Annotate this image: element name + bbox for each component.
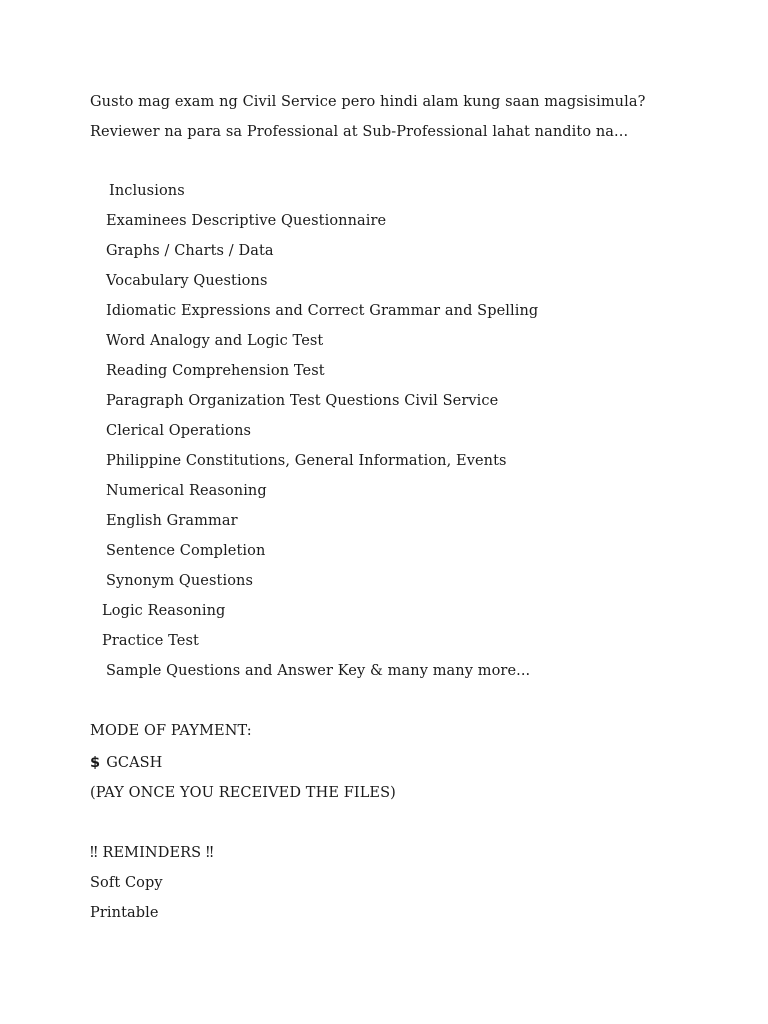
reminder-item: Soft Copy — [90, 875, 163, 891]
inclusion-item: Sentence Completion — [106, 543, 266, 559]
inclusion-item: Philippine Constitutions, General Information, Events — [106, 453, 507, 469]
inclusion-item: Word Analogy and Logic Test — [106, 333, 324, 349]
inclusion-item: English Grammar — [106, 513, 238, 529]
payment-method-label: GCASH — [106, 755, 163, 771]
inclusion-item: Synonym Questions — [106, 573, 254, 589]
inclusions-heading: Inclusions — [109, 183, 185, 199]
inclusion-item: Numerical Reasoning — [106, 483, 267, 499]
inclusion-item: Examinees Descriptive Questionnaire — [106, 213, 387, 229]
inclusion-item: Logic Reasoning — [102, 603, 226, 619]
inclusion-item: Vocabulary Questions — [106, 273, 268, 289]
payment-heading: MODE OF PAYMENT: — [90, 723, 252, 739]
dollar-icon: $ — [90, 755, 101, 771]
inclusion-item: Practice Test — [102, 633, 199, 649]
inclusion-item: Graphs / Charts / Data — [106, 243, 274, 259]
payment-note: (PAY ONCE YOU RECEIVED THE FILES) — [90, 785, 396, 801]
inclusion-item: Clerical Operations — [106, 423, 252, 439]
intro-line-1: Gusto mag exam ng Civil Service pero hindi alam kung saan magsisimula? — [90, 94, 646, 110]
inclusion-item: Idiomatic Expressions and Correct Grammar and Spelling — [106, 303, 539, 319]
intro-line-2: Reviewer na para sa Professional at Sub-Professional lahat nandito na... — [90, 124, 629, 140]
inclusion-item: Paragraph Organization Test Questions Civil Service — [106, 393, 499, 409]
inclusion-item: Sample Questions and Answer Key & many many more... — [106, 663, 531, 679]
reminder-item: Printable — [90, 905, 159, 921]
payment-method — [90, 753, 162, 773]
inclusion-item: Reading Comprehension Test — [106, 363, 325, 379]
reminders-heading: ‼ REMINDERS ‼ — [90, 845, 214, 861]
